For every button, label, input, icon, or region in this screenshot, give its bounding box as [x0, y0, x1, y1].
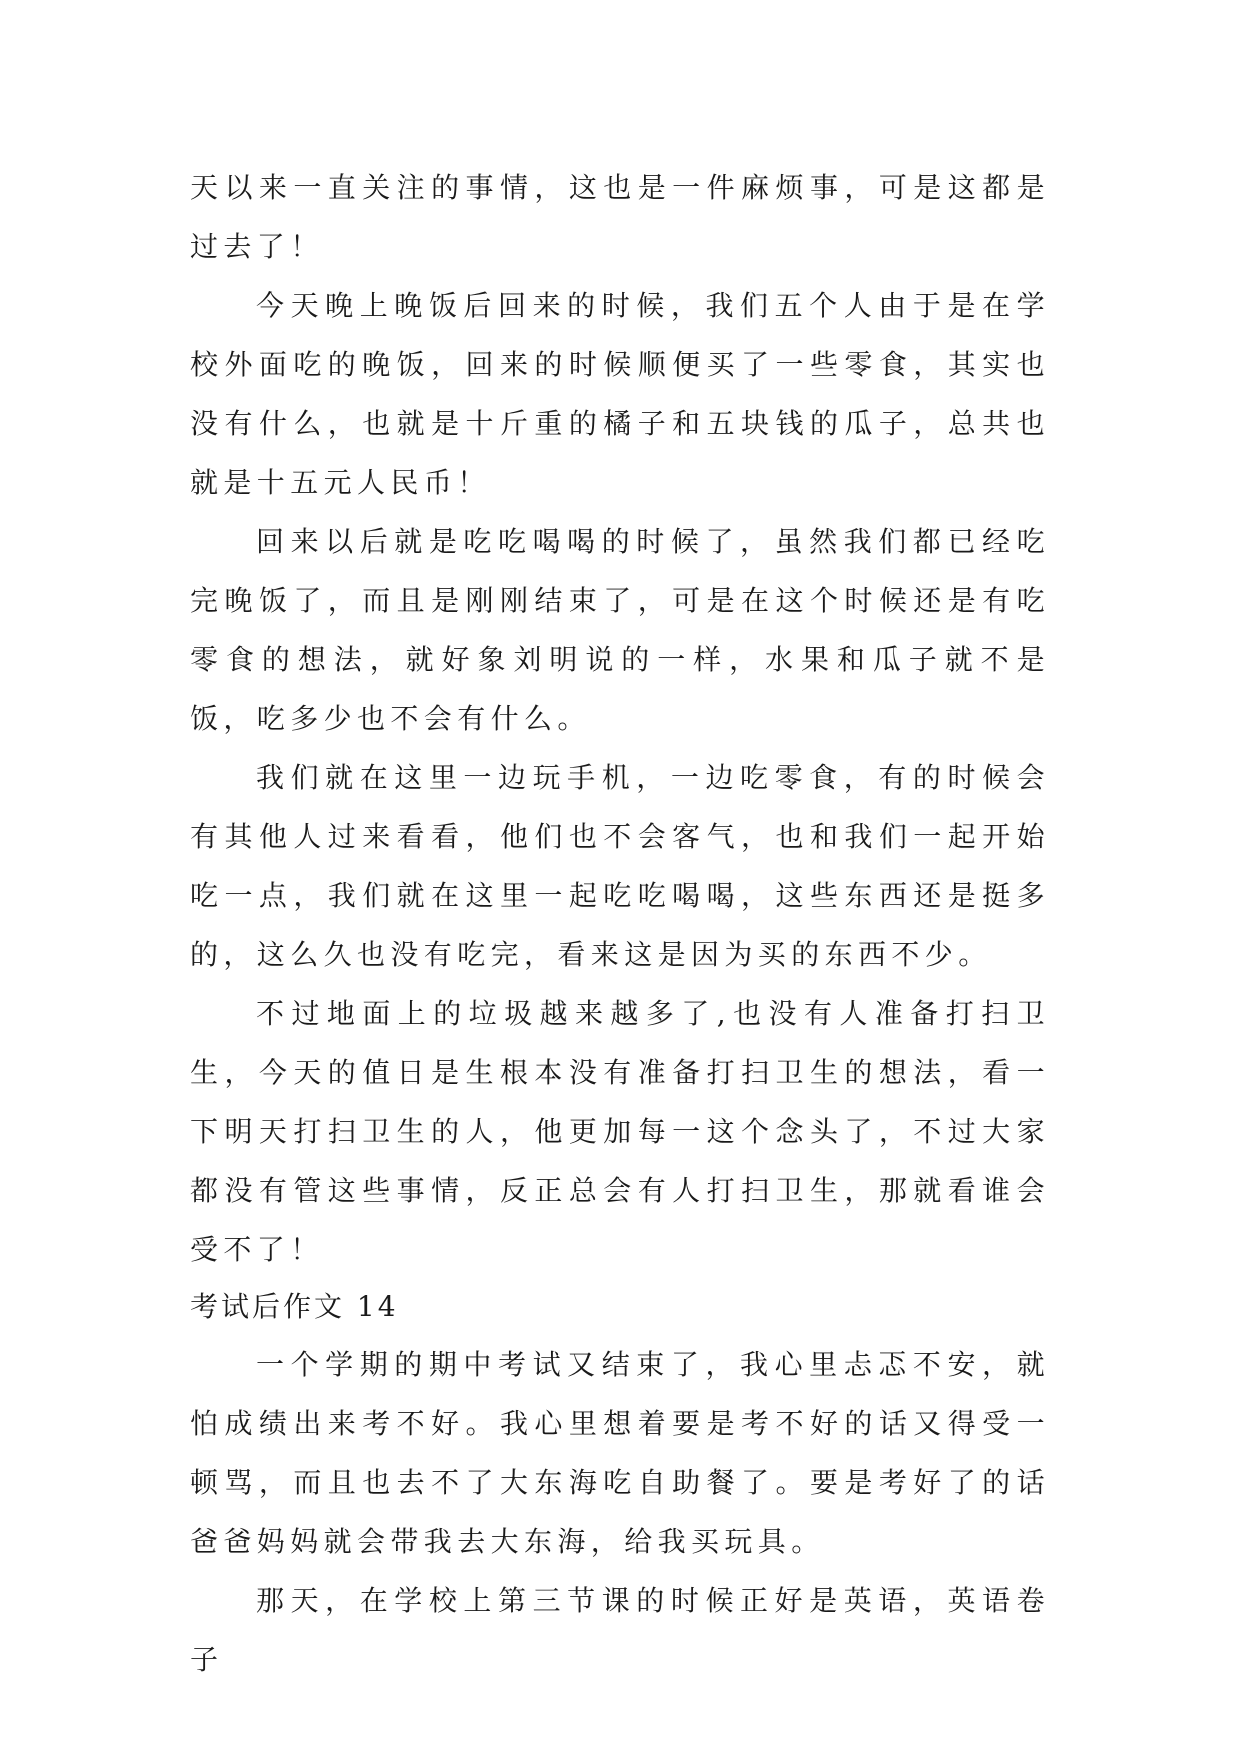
- paragraph: 不过地面上的垃圾越来越多了,也没有人准备打扫卫生，今天的值日是生根本没有准备打扫卫生的想法，看一下明天打扫卫生的人，他更加每一这个念头了，不过大家都没有管这些事情，反正总会有人打扫卫生，那就看谁会受不了！: [190, 997, 1050, 1266]
- paragraph: 那天，在学校上第三节课的时候正好是英语，英语卷子: [190, 1584, 1050, 1676]
- paragraph: 我们就在这里一边玩手机，一边吃零食，有的时候会有其他人过来看看，他们也不会客气，也和我们一起开始吃一点，我们就在这里一起吃吃喝喝，这些东西还是挺多的，这么久也没有吃完，看来这是因为买的东西不少。: [190, 761, 1050, 971]
- document-body: [190, 158, 1050, 1689]
- paragraph: 回来以后就是吃吃喝喝的时候了，虽然我们都已经吃完晚饭了，而且是刚刚结束了，可是在这个时候还是有吃零食的想法，就好象刘明说的一样，水果和瓜子就不是饭，吃多少也不会有什么。: [190, 525, 1050, 735]
- paragraph: 一个学期的期中考试又结束了，我心里忐忑不安，就怕成绩出来考不好。我心里想着要是考不好的话又得受一顿骂，而且也去不了大东海吃自助餐了。要是考好了的话爸爸妈妈就会带我去大东海，给我买玩具。: [190, 1348, 1050, 1558]
- paragraph-continued: 天以来一直关注的事情，这也是一件麻烦事，可是这都是过去了！: [190, 171, 1050, 263]
- section-title: 考试后作文 14: [190, 1290, 399, 1323]
- paragraph: 今天晚上晚饭后回来的时候，我们五个人由于是在学校外面吃的晚饭，回来的时候顺便买了一些零食，其实也没有什么，也就是十斤重的橘子和五块钱的瓜子，总共也就是十五元人民币！: [190, 289, 1050, 499]
